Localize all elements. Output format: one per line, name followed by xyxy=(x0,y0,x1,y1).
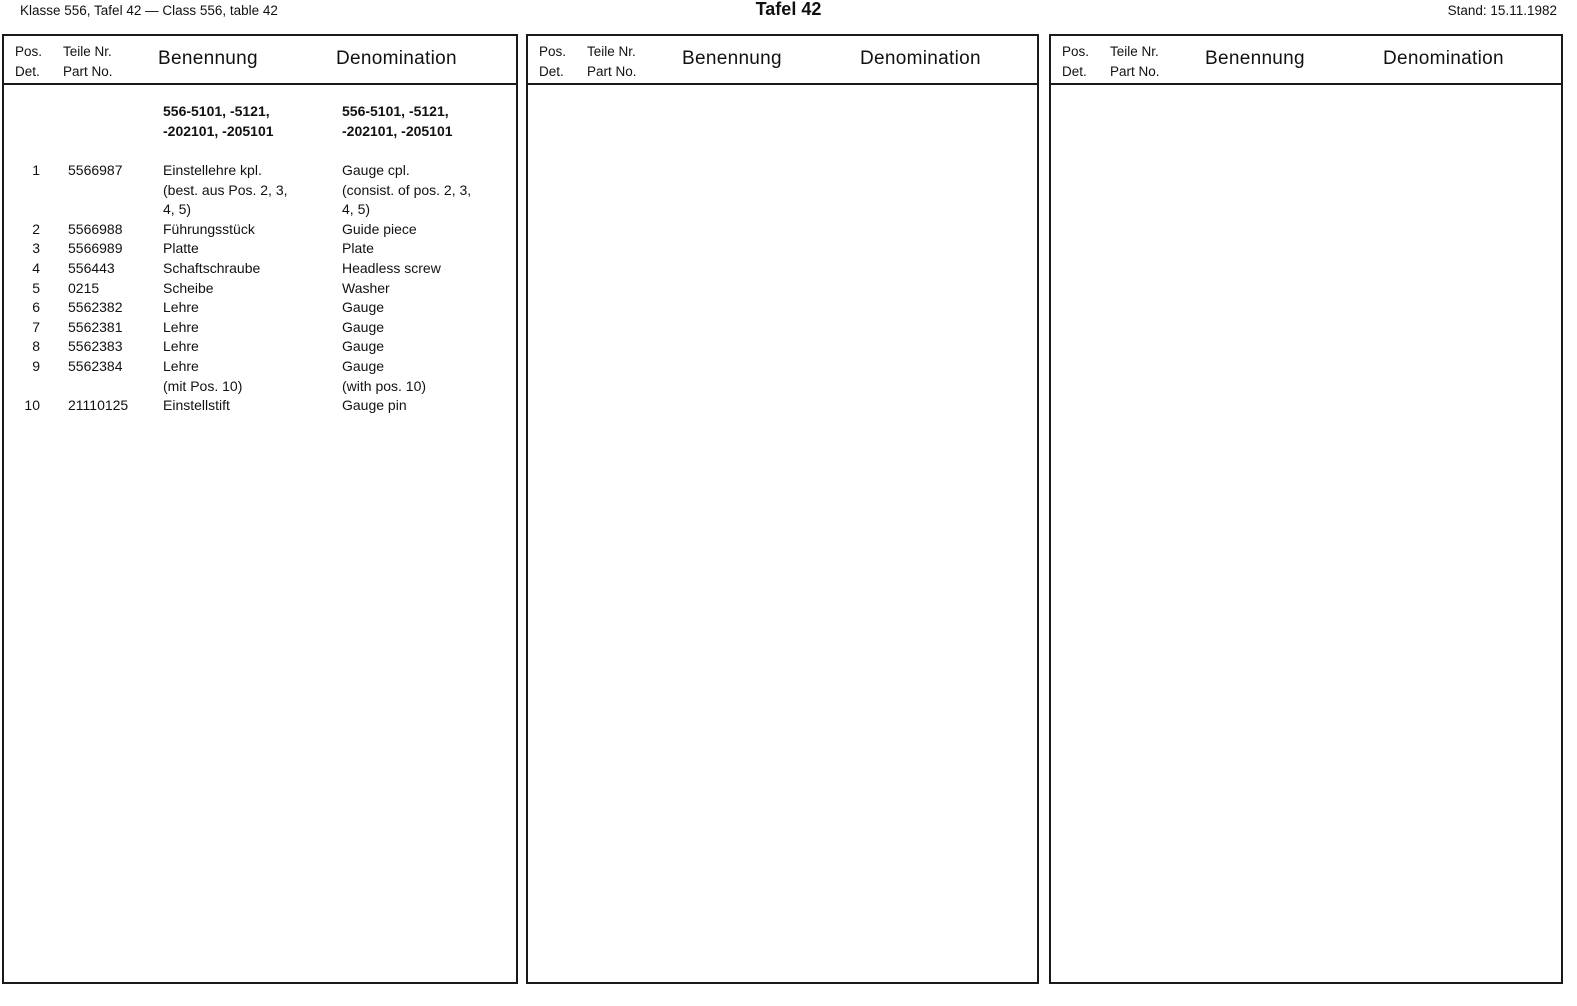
part-no-cell: 5562383 xyxy=(68,338,123,355)
pos-column-header: Pos. Det. xyxy=(15,44,43,79)
table-row xyxy=(4,239,516,259)
pos-cell: 8 xyxy=(32,338,40,355)
denomination-cell: Gauge xyxy=(342,318,385,335)
part-no-cell: 0215 xyxy=(68,279,100,296)
table-row xyxy=(4,357,516,396)
model-row xyxy=(4,102,516,141)
benennung-cell: Einstellstift xyxy=(163,397,230,414)
part-no-cell: 21110125 xyxy=(68,397,129,414)
denomination-cell: Gauge xyxy=(342,338,385,355)
pos-cell: 1 xyxy=(32,162,40,178)
part-no-cell: 5566988 xyxy=(68,220,123,237)
benennung-column-header: Benennung xyxy=(682,48,782,69)
pos-cell: 6 xyxy=(32,299,40,316)
pos-cell: 2 xyxy=(32,220,40,237)
benennung-cell: Lehre xyxy=(163,318,199,335)
denomination-column-header: Denomination xyxy=(860,48,981,69)
benennung-column-header: Benennung xyxy=(158,48,258,69)
parts-table-panel-2 xyxy=(526,34,1039,984)
pos-cell: 4 xyxy=(32,259,40,276)
benennung-cell: Platte xyxy=(163,240,199,257)
denomination-cell: Plate xyxy=(342,240,374,257)
document-header-left: Klasse 556, Tafel 42 — Class 556, table 42 xyxy=(20,3,278,18)
pos-cell: 3 xyxy=(32,240,40,257)
part-no-cell: 556443 xyxy=(68,259,115,276)
table-row xyxy=(4,259,516,279)
document-date: Stand: 15.11.1982 xyxy=(1447,3,1557,18)
denomination-cell: Washer xyxy=(342,279,390,296)
denomination-cell: Gauge cpl. (consist. of pos. 2, 3, 4, 5) xyxy=(342,162,472,218)
part-no-column-header: Teile Nr. Part No. xyxy=(587,44,637,79)
model-benennung: 556-5101, -5121, -202101, -205101 xyxy=(163,103,274,139)
benennung-cell: Scheibe xyxy=(163,279,214,296)
parts-table-panel-1 xyxy=(2,34,518,984)
table-row xyxy=(4,298,516,318)
model-denomination: 556-5101, -5121, -202101, -205101 xyxy=(342,103,453,139)
pos-column-header: Pos. Det. xyxy=(539,44,567,79)
table-row xyxy=(4,396,516,416)
table-row xyxy=(4,161,516,220)
pos-cell: 5 xyxy=(32,279,40,296)
pos-cell: 7 xyxy=(32,318,40,335)
part-no-cell: 5562382 xyxy=(68,299,123,316)
denomination-cell: Headless screw xyxy=(342,259,441,276)
pos-column-header: Pos. Det. xyxy=(1062,44,1090,79)
denomination-cell: Guide piece xyxy=(342,220,417,237)
benennung-cell: Schaftschraube xyxy=(163,259,261,276)
part-no-column-header: Teile Nr. Part No. xyxy=(1110,44,1160,79)
denomination-column-header: Denomination xyxy=(336,48,457,69)
benennung-column-header: Benennung xyxy=(1205,48,1305,69)
denomination-cell: Gauge (with pos. 10) xyxy=(342,357,427,394)
pos-cell: 10 xyxy=(24,397,40,414)
table-header xyxy=(4,36,516,85)
table-body xyxy=(4,102,516,416)
part-no-cell: 5566987 xyxy=(68,162,123,178)
denomination-cell: Gauge xyxy=(342,299,385,316)
table-header xyxy=(528,36,1037,85)
denomination-cell: Gauge pin xyxy=(342,397,407,414)
benennung-cell: Führungsstück xyxy=(163,220,255,237)
benennung-cell: Lehre (mit Pos. 10) xyxy=(163,357,243,394)
benennung-cell: Lehre xyxy=(163,299,199,316)
parts-table-panel-3 xyxy=(1049,34,1563,984)
part-no-cell: 5562384 xyxy=(68,357,123,374)
part-no-column-header: Teile Nr. Part No. xyxy=(63,44,113,79)
table-row xyxy=(4,220,516,240)
denomination-column-header: Denomination xyxy=(1383,48,1504,69)
table-row xyxy=(4,337,516,357)
pos-cell: 9 xyxy=(32,357,40,374)
benennung-cell: Einstellehre kpl. (best. aus Pos. 2, 3, 4, 5) xyxy=(163,162,288,218)
part-no-cell: 5562381 xyxy=(68,318,123,335)
page-title: Tafel 42 xyxy=(755,0,822,19)
table-row xyxy=(4,279,516,299)
benennung-cell: Lehre xyxy=(163,338,199,355)
table-row xyxy=(4,318,516,338)
table-header xyxy=(1051,36,1561,85)
part-no-cell: 5566989 xyxy=(68,240,123,257)
